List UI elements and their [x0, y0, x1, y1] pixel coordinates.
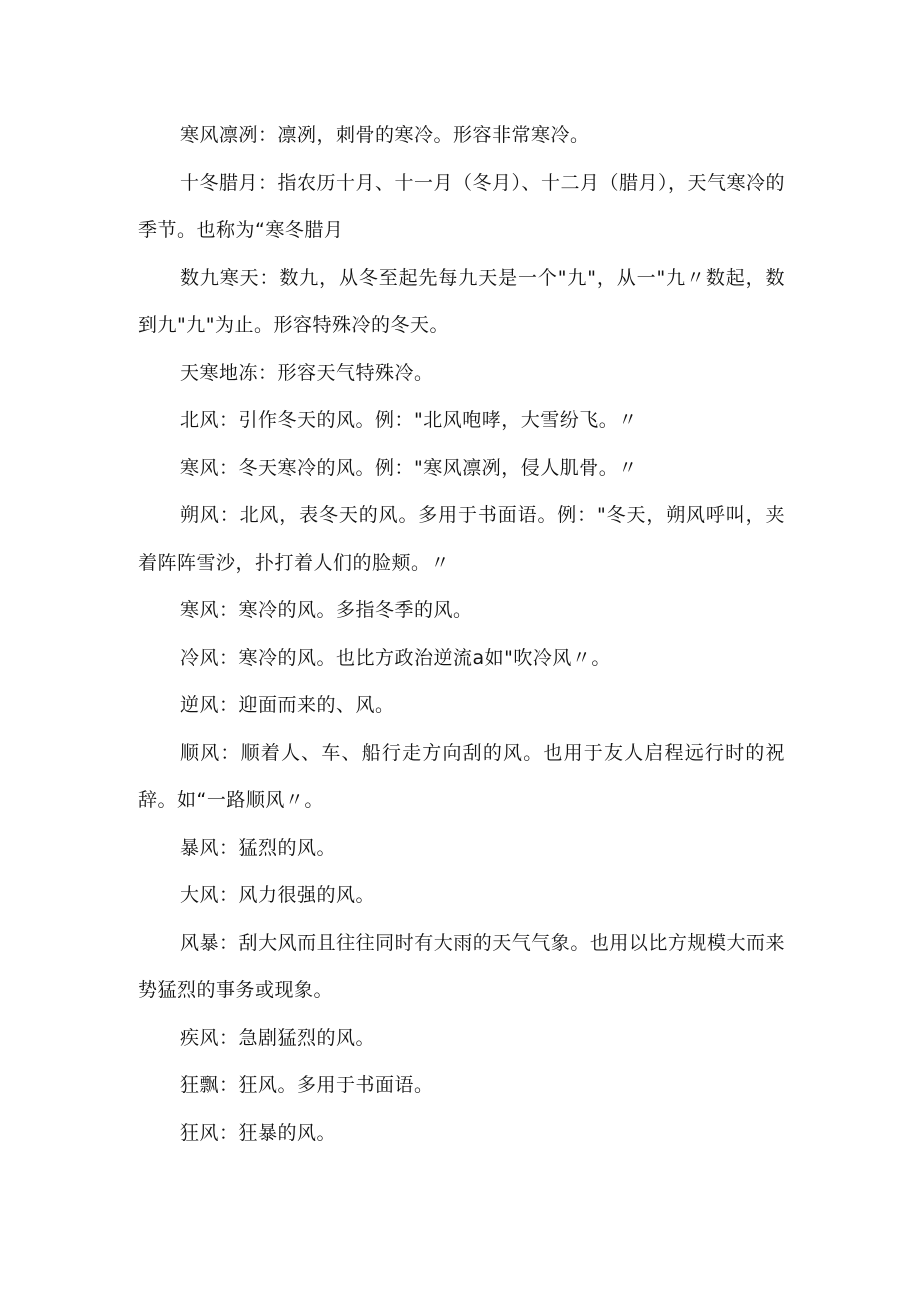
paragraph-shunfeng: 顺风：顺着人、车、船行走方向刮的风。也用于友人启程远行时的祝辞。如“一路顺风〃。 [138, 741, 785, 811]
paragraph-kuangpiao: 狂飘：狂风。多用于书面语。 [180, 1074, 434, 1096]
paragraph-shidong-layue: 十冬腊月：指农历十月、十一月（冬月）、十二月（腊月），天气寒冷的季节。也称为“寒冬腊月 [138, 171, 786, 241]
paragraph-hanfeng-cold: 寒风：寒冷的风。多指冬季的风。 [180, 599, 473, 621]
paragraph-shujiu-hantian: 数九寒天：数九，从冬至起先每九天是一个"九"，从一"九〃数起，数到九"九"为止。形容特殊冷的冬天。 [138, 266, 785, 336]
paragraph-fengbao: 风暴：刮大风而且往往同时有大雨的天气气象。也用以比方规模大而来势猛烈的事务或现象。 [138, 931, 785, 1001]
paragraph-shuofeng: 朔风：北风，表冬天的风。多用于书面语。例："冬天，朔风呼叫，夹着阵阵雪沙，扑打着人们的脸颊。〃 [138, 504, 785, 574]
paragraph-jifeng: 疾风：急剧猛烈的风。 [180, 1026, 376, 1049]
paragraph-dafeng: 大风：风力很强的风。 [180, 884, 376, 906]
paragraph-kuangfeng: 狂风：狂暴的风。 [180, 1121, 337, 1144]
paragraph-hanfeng-linlie: 寒风凛冽：凛冽，刺骨的寒冷。形容非常寒冷。 [180, 124, 590, 146]
document-body [138, 112, 785, 1157]
paragraph-nifeng: 逆风：迎面而来的、风。 [180, 694, 395, 716]
paragraph-lengfeng: 冷风：寒冷的风。也比方政治逆流a如"吹冷风〃。 [180, 646, 611, 669]
paragraph-tianhan-didong: 天寒地冻：形容天气特殊冷。 [180, 361, 434, 384]
paragraph-hanfeng-winter: 寒风：冬天寒冷的风。例："寒风凛冽，侵人肌骨。〃 [180, 456, 638, 479]
paragraph-beifeng: 北风：引作冬天的风。例："北风咆哮，大雪纷飞。〃 [180, 409, 638, 431]
paragraph-baofeng: 暴风：猛烈的风。 [180, 836, 337, 859]
